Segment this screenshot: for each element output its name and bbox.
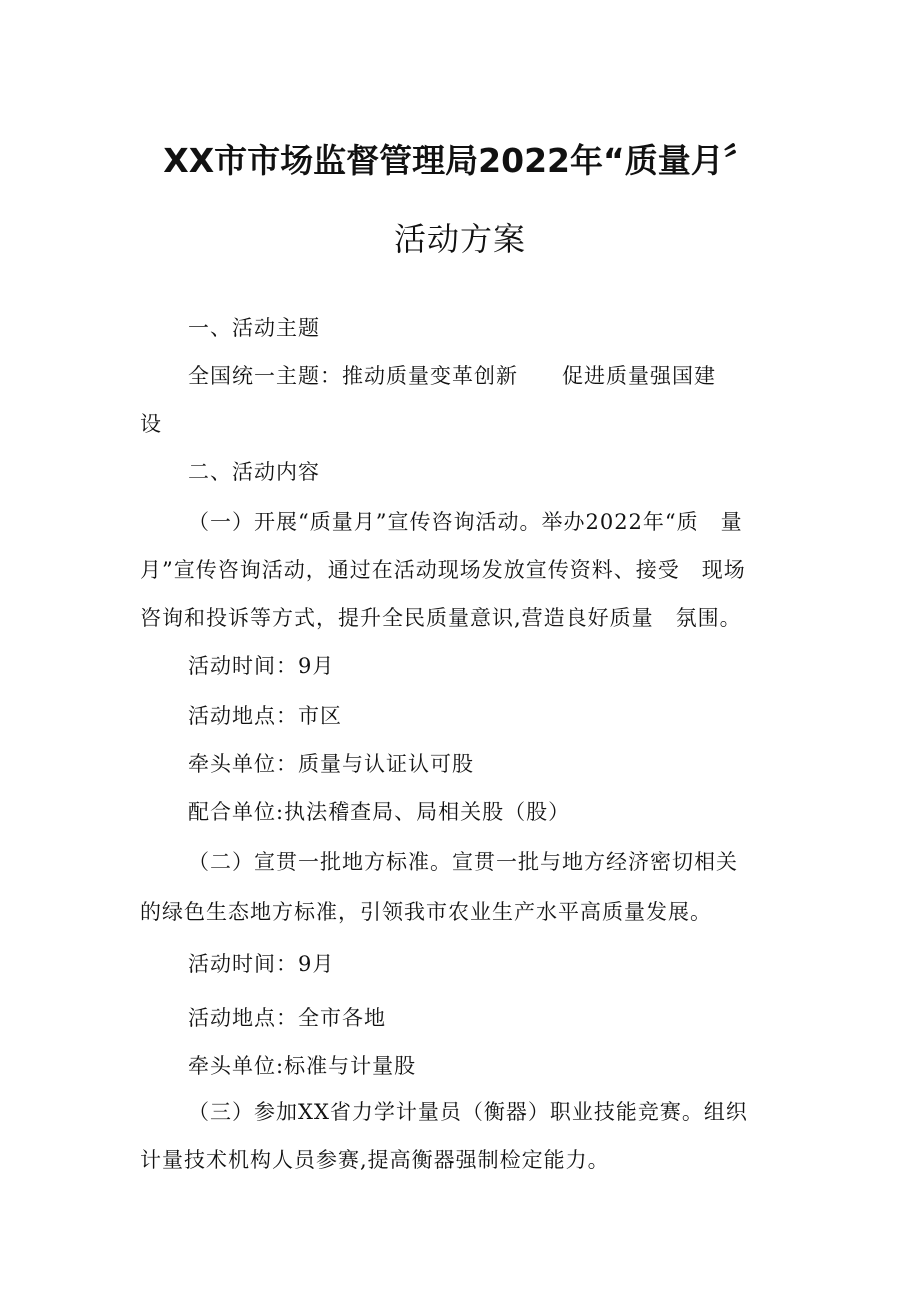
paragraph-line: 咨询和投诉等方式，提升全民质量意识,营造良好质量 氛围。 — [140, 606, 742, 630]
paragraph-line: （二）宣贯一批地方标准。宣贯一批与地方经济密切相关 — [188, 850, 738, 874]
lead-unit: 牵头单位:标准与计量股 — [188, 1054, 417, 1078]
section-heading-content: 二、活动内容 — [188, 460, 320, 484]
paragraph-line: 的绿色生态地方标准，引领我市农业生产水平高质量发展。 — [140, 900, 712, 924]
document-title-line1: XX市市场监督管理局2022年“质量月〞 — [163, 141, 757, 180]
paragraph-line: 全国统一主题：推动质量变革创新 促进质量强国建 — [188, 364, 716, 388]
paragraph-line: （一）开展“质量月”宣传咨询活动。举办2022年“质 量 — [188, 510, 743, 534]
activity-time: 活动时间：9月 — [188, 952, 335, 976]
paragraph-line: （三）参加XX省力学计量员（衡器）职业技能竞赛。组织 — [188, 1100, 748, 1124]
cooperating-unit: 配合单位:执法稽查局、局相关股（股） — [188, 800, 571, 824]
lead-unit: 牵头单位：质量与认证认可股 — [188, 752, 474, 776]
activity-time: 活动时间：9月 — [188, 654, 335, 678]
paragraph-line: 月”宣传咨询活动，通过在活动现场发放宣传资料、接受 现场 — [140, 558, 746, 582]
paragraph-line: 设 — [140, 412, 162, 436]
activity-location: 活动地点：市区 — [188, 704, 342, 728]
section-heading-theme: 一、活动主题 — [188, 316, 320, 340]
activity-location: 活动地点：全市各地 — [188, 1006, 386, 1030]
document-title-line2: 活动方案 — [393, 220, 526, 258]
paragraph-line: 计量技术机构人员参赛,提高衡器强制检定能力。 — [140, 1148, 610, 1172]
